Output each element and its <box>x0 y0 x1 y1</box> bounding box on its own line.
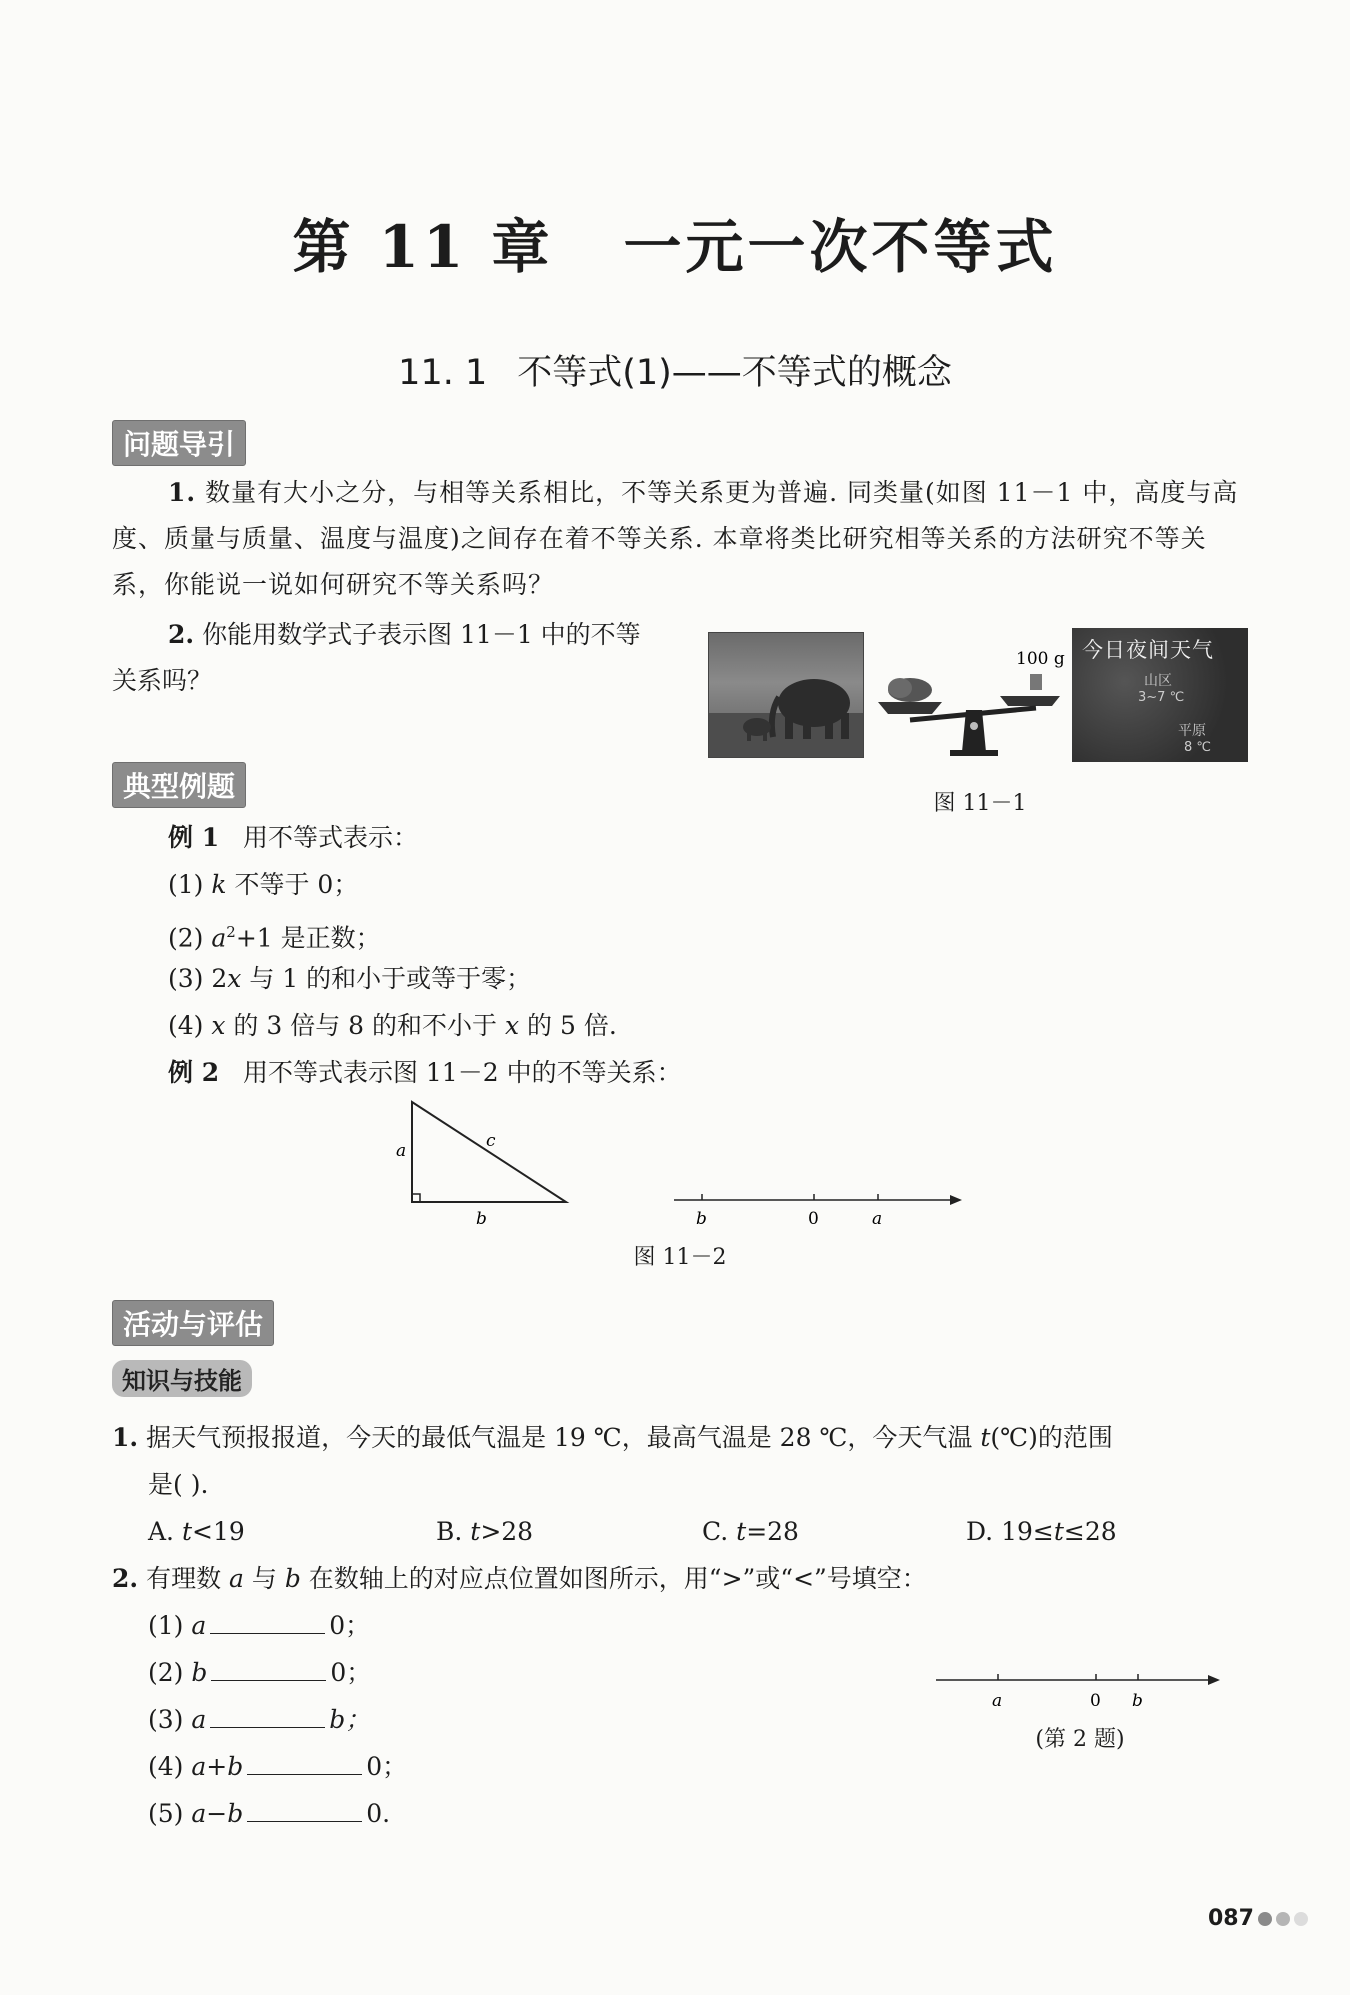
answer-blank[interactable] <box>211 1658 326 1681</box>
problem-2-prompt <box>112 1556 927 1602</box>
option-value: =28 <box>746 1517 799 1546</box>
item-number: (5) <box>148 1799 184 1828</box>
weather-city-2: 平原 <box>1178 723 1206 739</box>
option-b <box>436 1509 533 1555</box>
problem-1-number: 1. <box>112 1423 139 1452</box>
fill-1 <box>148 1603 370 1649</box>
fill-2 <box>148 1650 371 1696</box>
figure-2-diagrams <box>390 1090 990 1230</box>
item-number: (3) <box>148 1705 184 1734</box>
example-2-label: 例 2 <box>168 1058 220 1087</box>
expression: a+b <box>191 1752 244 1781</box>
item-number: (4) <box>148 1752 184 1781</box>
option-prefix: 19≤ <box>1001 1517 1054 1546</box>
intro-question-1 <box>112 470 1250 608</box>
item-number: (3) <box>168 964 204 993</box>
problem-1-text-end: (℃)的范围 <box>990 1423 1113 1452</box>
expression: a−b <box>191 1799 244 1828</box>
exponent: 2 <box>226 923 236 941</box>
fill-3 <box>148 1697 370 1743</box>
elephant-icon <box>709 633 863 757</box>
answer-blank[interactable] <box>210 1705 325 1728</box>
weather-panel <box>1072 628 1248 762</box>
expression: b <box>191 1658 208 1687</box>
page-number-text: 087 <box>1208 1906 1254 1931</box>
option-c <box>702 1509 799 1555</box>
example-1-text: 用不等式表示： <box>242 823 418 852</box>
item-number: (1) <box>148 1611 184 1640</box>
page-number <box>1208 1906 1308 1931</box>
option-d <box>966 1509 1117 1555</box>
expression: a <box>191 1705 207 1734</box>
weight-label: 100 g <box>1016 649 1065 669</box>
zero-label: 0 <box>1090 1691 1101 1711</box>
weather-temp-1: 3~7 ℃ <box>1138 690 1185 705</box>
intro-heading: 问题导引 <box>112 420 246 466</box>
example-1-item-1 <box>168 862 358 908</box>
side-c-label: c <box>486 1131 496 1151</box>
rhs: 0. <box>366 1799 391 1828</box>
zero-label: 0 <box>808 1209 819 1229</box>
example-1-label: 例 1 <box>168 823 220 852</box>
elephant-photo <box>708 632 864 758</box>
point-a-label: a <box>992 1691 1003 1711</box>
item-number: (1) <box>168 870 204 899</box>
variable: t <box>470 1517 481 1546</box>
problem-1-text: 据天气预报报道，今天的最低气温是 19 ℃，最高气温是 28 ℃，今天气温 <box>146 1423 981 1452</box>
point-b-label: b <box>696 1209 707 1229</box>
weather-city-1: 山区 <box>1144 673 1172 689</box>
fill-4 <box>148 1744 407 1790</box>
variable: x <box>504 1011 520 1040</box>
point-b-label: b <box>1132 1691 1143 1711</box>
problem-1-line1 <box>112 1415 1113 1461</box>
q1-number: 1. <box>168 478 197 507</box>
chapter-title <box>0 200 1350 284</box>
dot-icon <box>1276 1912 1290 1926</box>
figure-1-caption: 图 11－1 <box>933 791 1027 816</box>
rhs: 0； <box>330 1658 372 1687</box>
chapter-name: 一元一次不等式 <box>623 213 1058 281</box>
item-text: +1 是正数； <box>235 923 381 953</box>
expression: a <box>191 1611 207 1640</box>
chapter-number: 第 11 章 <box>292 213 554 281</box>
balance-scale <box>870 640 1070 770</box>
point-a-label: a <box>872 1209 883 1229</box>
dot-icon <box>1258 1912 1272 1926</box>
intro-question-2-line1 <box>168 612 641 658</box>
problem-2-text: 有理数 <box>146 1564 230 1593</box>
variable: t <box>181 1517 193 1546</box>
examples-heading: 典型例题 <box>112 762 246 808</box>
problem-2-text: 在数轴上的对应点位置如图所示，用“>”或“<”号填空： <box>300 1564 927 1593</box>
q2-text-1: 你能用数学式子表示图 11－1 中的不等 <box>202 620 641 649</box>
activity-subheading: 知识与技能 <box>112 1360 252 1397</box>
problem-2-text: 与 <box>243 1564 285 1593</box>
q2-number: 2. <box>168 620 195 649</box>
section-number: 11. 1 <box>398 353 488 393</box>
example-1-prompt <box>168 815 418 861</box>
variable: x <box>211 1011 226 1040</box>
intro-question-2-line2: 关系吗？ <box>112 666 213 695</box>
option-value: >28 <box>480 1517 534 1546</box>
item-text: 的 5 倍. <box>519 1011 617 1040</box>
section-title <box>0 345 1350 395</box>
problem-1-line2: 是( ). <box>148 1470 209 1499</box>
variable: a <box>229 1564 244 1593</box>
number-line-2 <box>930 1660 1250 1720</box>
option-letter: B. <box>436 1517 463 1546</box>
activity-heading: 活动与评估 <box>112 1300 274 1346</box>
q1-text: 数量有大小之分，与相等关系相比，不等关系更为普遍. 同类量(如图 11－1 中，高度与高度、质量与质量、温度与温度)之间存在着不等关系. 本章将类比研究相等关系的方法研究不等关系，你能说一说如何研究不等关系吗？ <box>112 478 1239 599</box>
variable: b <box>284 1564 301 1593</box>
example-1-item-2 <box>168 909 381 961</box>
example-1-item-4 <box>168 1003 617 1049</box>
option-value: <19 <box>192 1517 245 1546</box>
right-triangle <box>396 1102 566 1229</box>
problem-2-number: 2. <box>112 1564 139 1593</box>
problem-2-caption: (第 2 题) <box>1035 1727 1125 1752</box>
option-letter: D. <box>966 1517 994 1546</box>
dot-icon <box>1294 1912 1308 1926</box>
item-text: 不等于 0； <box>226 870 359 899</box>
answer-blank[interactable] <box>247 1799 362 1822</box>
item-number: (2) <box>168 923 204 953</box>
fill-5 <box>148 1791 390 1837</box>
item-text: 的 3 倍与 8 的和不小于 <box>225 1011 505 1040</box>
option-letter: C. <box>702 1517 729 1546</box>
section-name: 不等式(1)——不等式的概念 <box>517 353 952 393</box>
example-1-item-3 <box>168 956 531 1002</box>
option-value: ≤28 <box>1063 1517 1117 1546</box>
coefficient: 2 <box>211 964 228 993</box>
variable: k <box>211 870 227 899</box>
variable: t <box>980 1423 991 1452</box>
variable: t <box>1053 1517 1064 1546</box>
side-b-label: b <box>476 1209 487 1229</box>
side-a-label: a <box>396 1141 407 1161</box>
rhs: b； <box>329 1705 371 1734</box>
variable: x <box>227 964 242 993</box>
weather-temp-2: 8 ℃ <box>1184 740 1212 755</box>
answer-blank[interactable] <box>210 1611 325 1634</box>
option-a <box>148 1509 245 1555</box>
figure-2-caption: 图 11－2 <box>633 1245 727 1270</box>
variable: t <box>736 1517 747 1546</box>
variable: a <box>211 923 227 953</box>
item-number: (4) <box>168 1011 204 1040</box>
answer-blank[interactable] <box>247 1752 362 1775</box>
weather-title: 今日夜间天气 <box>1082 638 1214 662</box>
rhs: 0； <box>329 1611 371 1640</box>
number-line-1 <box>674 1194 962 1229</box>
example-2-text: 用不等式表示图 11－2 中的不等关系： <box>242 1058 682 1087</box>
rhs: 0； <box>366 1752 408 1781</box>
item-number: (2) <box>148 1658 184 1687</box>
option-letter: A. <box>148 1517 175 1546</box>
item-text: 与 1 的和小于或等于零； <box>241 964 532 993</box>
